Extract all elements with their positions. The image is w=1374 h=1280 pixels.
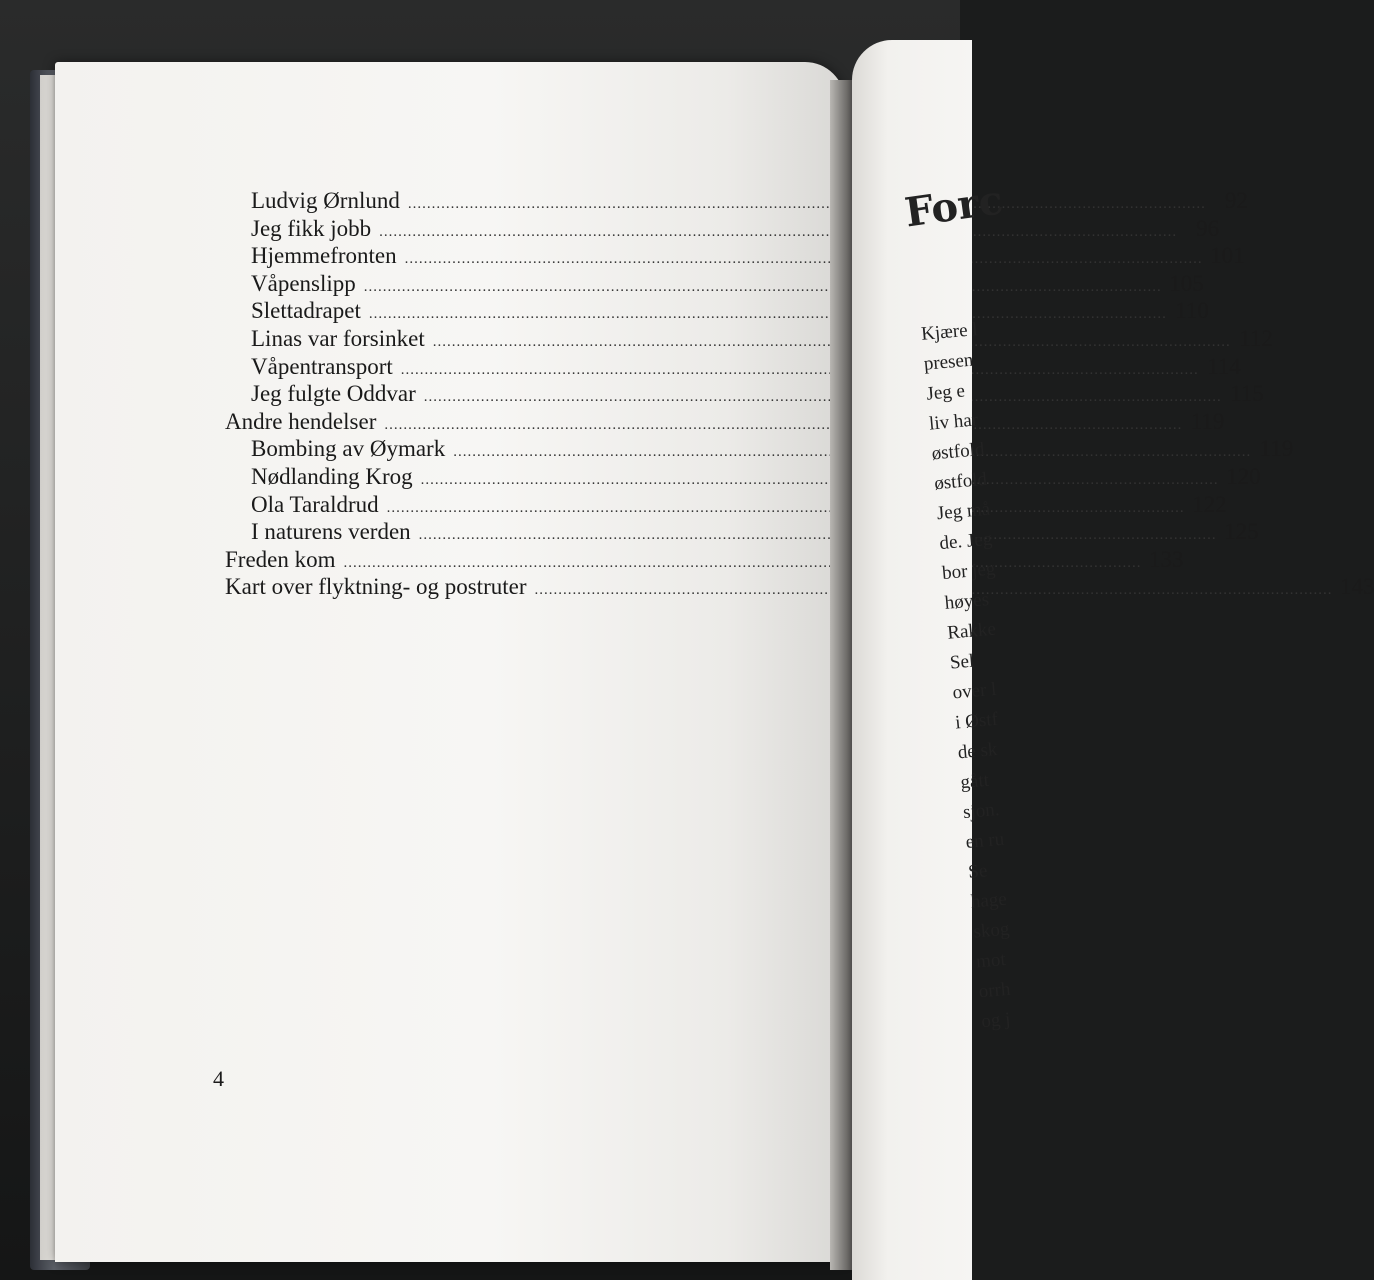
toc-entry-title: Kart over flyktning- og postruter xyxy=(225,574,527,600)
toc-entry-page: 125 xyxy=(1224,519,1259,545)
right-page-line: gått xyxy=(959,769,990,794)
right-page-line: Jeg e xyxy=(925,380,966,405)
toc-entry-page: 112 xyxy=(1239,325,1273,351)
toc-entry-page: 115 xyxy=(1230,381,1264,407)
right-page-line: over l xyxy=(951,678,998,704)
toc-entry xyxy=(225,188,1248,216)
toc-entry-page: 120 xyxy=(1226,463,1261,489)
right-page-line: skog xyxy=(972,918,1011,943)
toc-entry-title: Våpenslipp xyxy=(251,270,356,296)
toc-entry-title: Jeg fulgte Oddvar xyxy=(251,381,416,407)
right-page-line: sjon. xyxy=(962,798,1001,824)
toc-entry-page: 101 xyxy=(1210,243,1245,269)
toc-entry xyxy=(225,270,1204,299)
toc-entry-title: Bombing av Øymark xyxy=(251,436,446,462)
toc-entry-title: Nødlanding Krog xyxy=(251,463,413,489)
right-page-line: Rakke xyxy=(946,618,997,644)
right-page-line: mot xyxy=(975,949,1007,973)
right-page-line: liv har xyxy=(928,409,979,435)
toc-entry-title: Slettadrapet xyxy=(251,298,361,324)
toc-dot-leader xyxy=(408,196,1206,213)
right-page-line: Kjære l xyxy=(920,319,979,345)
toc-dot-leader xyxy=(387,500,1185,517)
right-page-line: høyes xyxy=(943,589,990,614)
toc-entry xyxy=(225,215,1220,244)
toc-entry-page: 143 xyxy=(1339,574,1374,600)
right-page-line: Jeg må xyxy=(936,498,991,525)
toc-entry xyxy=(225,298,1209,326)
toc-entry-page: 133 xyxy=(1149,546,1184,572)
toc-dot-leader xyxy=(344,555,1142,572)
toc-entry-page: 114 xyxy=(1207,353,1241,379)
toc-entry-page: 110 xyxy=(1175,298,1209,324)
right-page-line: østfold xyxy=(930,438,986,465)
right-page-line: Sel xyxy=(949,650,976,674)
right-page xyxy=(852,40,1012,1280)
toc-entry-page: 105 xyxy=(1169,270,1204,296)
right-page-line: bor jeg xyxy=(941,558,997,584)
right-page-line: hage xyxy=(970,888,1008,913)
toc-dot-leader xyxy=(419,527,1217,544)
right-page-line: og j xyxy=(980,1008,1012,1033)
toc-entry-title: Andre hendelser xyxy=(225,408,377,434)
right-page-line: østfold xyxy=(933,468,988,495)
toc-dot-leader xyxy=(421,472,1219,489)
toc-dot-leader xyxy=(369,306,1167,323)
toc-entry-title: Ola Taraldrud xyxy=(251,491,379,517)
toc-entry-title: Ludvig Ørnlund xyxy=(251,188,400,213)
right-page-line: en ru xyxy=(964,828,1005,853)
right-page-line: de sk xyxy=(956,738,999,764)
page-number: 4 xyxy=(213,1066,224,1091)
toc-entry-title: Linas var forsinket xyxy=(251,325,425,351)
right-page-line: de. Jeg xyxy=(938,528,994,555)
toc-dot-leader xyxy=(379,224,1177,241)
toc-entry xyxy=(225,243,1245,271)
toc-entry-page: 122 xyxy=(1192,491,1227,517)
toc-entry-title: Våpentransport xyxy=(251,353,393,379)
toc-entry-page: 119 xyxy=(1259,436,1294,462)
toc-dot-leader xyxy=(405,251,1203,268)
toc-entry-page: 92 xyxy=(1224,188,1248,213)
right-page-line: Se xyxy=(967,860,989,883)
toc-entry-page: 119 xyxy=(1190,408,1225,434)
right-page-heading: Forc xyxy=(902,176,1006,237)
toc-dot-leader xyxy=(424,389,1222,406)
right-page-line: presen xyxy=(922,349,975,375)
right-page-line: orrh xyxy=(977,978,1012,1003)
toc-entry-title: Hjemmefronten xyxy=(251,243,397,269)
toc-entry-title: I naturens verden xyxy=(251,519,411,545)
toc-entry-title: Freden kom xyxy=(225,546,336,572)
toc-dot-leader xyxy=(364,279,1162,296)
toc-dot-leader xyxy=(384,417,1182,434)
toc-entry-title: Jeg fikk jobb xyxy=(251,215,372,241)
right-page-line: i Østf xyxy=(954,708,999,734)
toc-dot-leader xyxy=(401,362,1199,379)
toc-entry-page: 96 xyxy=(1196,215,1220,241)
